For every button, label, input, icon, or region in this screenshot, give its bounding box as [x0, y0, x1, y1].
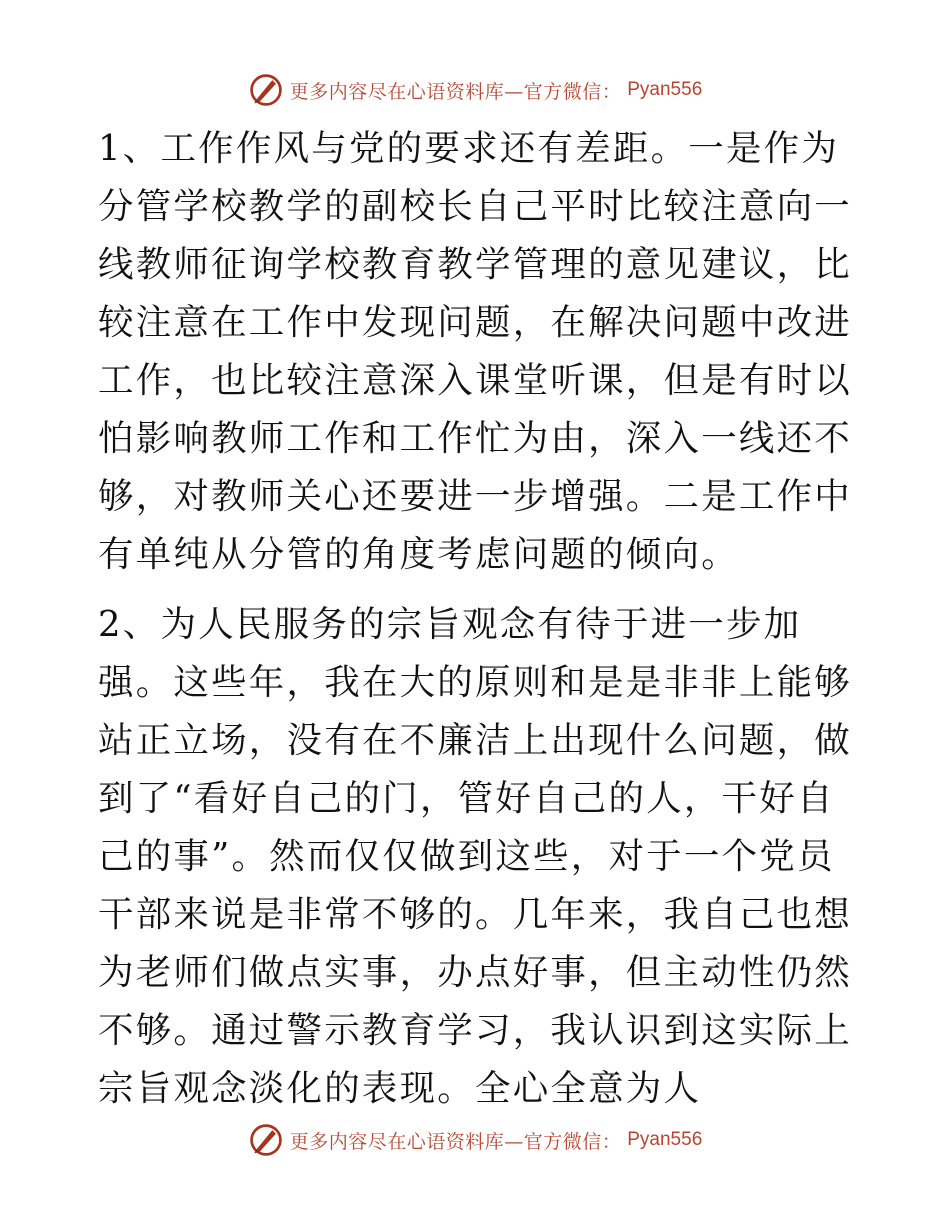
header-banner — [0, 70, 950, 110]
document-body — [98, 120, 858, 1118]
pen-logo-icon — [248, 72, 284, 108]
paragraph-2: 2、为人民服务的宗旨观念有待于进一步加强。这些年，我在大的原则和是是非非上能够站正立场，没有在不廉洁上出现什么问题，做到了“看好自己的门，管好自己的人，干好自己的事”。然而仅仅做到这些，对于一个党员干部来说是非常不够的。几年来，我自己也想为老师们做点实事，办点好事，但主动性仍然不够。通过警示教育学习，我认识到这实际上宗旨观念淡化的表现。全心全意为人 — [98, 604, 853, 1109]
wechat-id: Pyan556 — [627, 1129, 703, 1150]
pen-logo-icon — [248, 1122, 284, 1158]
wechat-id: Pyan556 — [627, 79, 703, 100]
banner-text: 更多内容尽在心语资料库—官方微信： — [289, 80, 622, 103]
footer-banner — [0, 1120, 950, 1160]
paragraph-1: 1、工作作风与党的要求还有差距。一是作为分管学校教学的副校长自己平时比较注意向一线教师征询学校教育教学管理的意见建议，比较注意在工作中发现问题，在解决问题中改进工作，也比较注意深入课堂听课，但是有时以怕影响教师工作和工作忙为由，深入一线还不够，对教师关心还要进一步增强。二是工作中有单纯从分管的角度考虑问题的倾向。 — [98, 128, 853, 575]
banner-text: 更多内容尽在心语资料库—官方微信： — [289, 1130, 622, 1153]
